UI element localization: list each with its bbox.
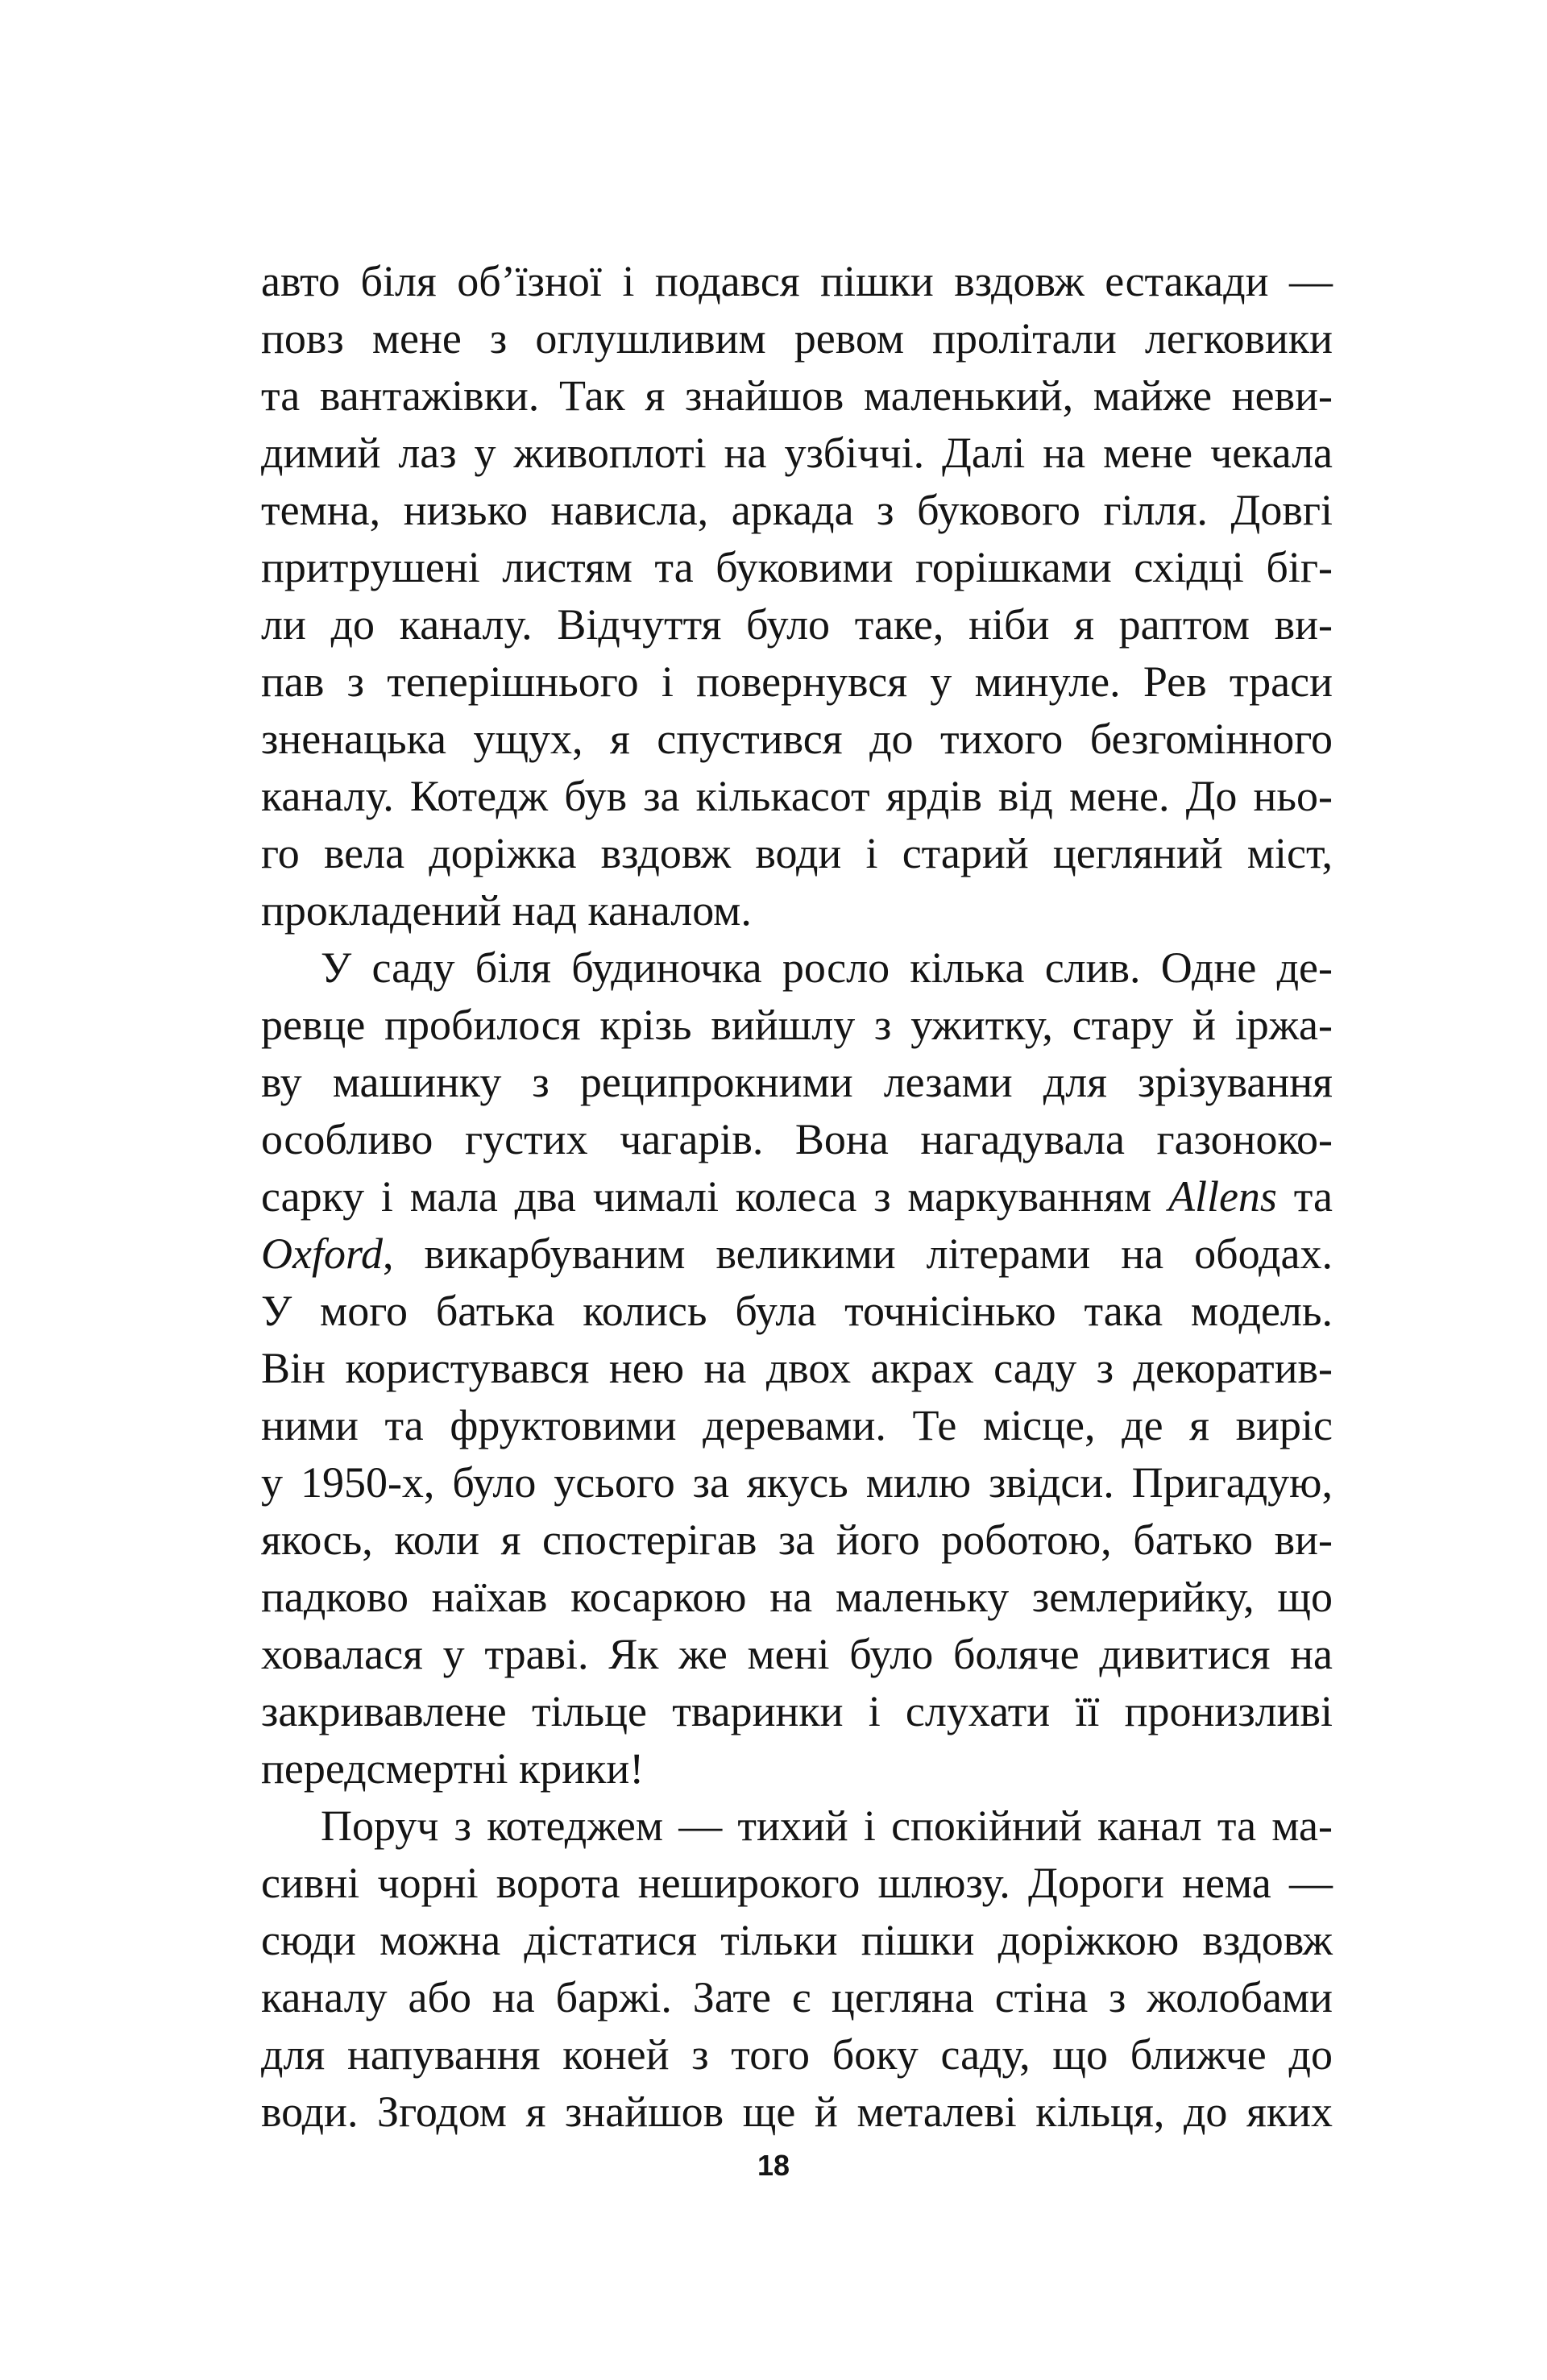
text-line: каналу або на баржі. Зате є цегляна стіна з жолобами: [261, 1973, 1333, 2021]
text-line: закривавлене тільце тваринки і слухати її пронизливі: [261, 1687, 1333, 1735]
text-line: особливо густих чагарів. Вона нагадувала газоноко-: [261, 1115, 1333, 1163]
text-line: го вела доріжка вздовж води і старий цегляний міст,: [261, 829, 1333, 877]
text-line: сивні чорні ворота неширокого шлюзу. Дороги нема —: [261, 1859, 1333, 1907]
body-text: [261, 253, 1333, 2141]
text-line: для напування коней з того боку саду, що ближче до: [261, 2030, 1333, 2079]
text-line: у 1950-х, було усього за якусь милю звідси. Пригадую,: [261, 1458, 1333, 1507]
text-line: притрушені листям та буковими горішками східці біг-: [261, 543, 1333, 591]
text-line: якось, коли я спостерігав за його роботою, батько ви-: [261, 1515, 1333, 1564]
paragraph-end-line: передсмертні крики!: [261, 1744, 645, 1793]
text-segment: сарку і мала два чималі колеса з маркуванням: [261, 1172, 1168, 1221]
italic-brand-name: Oxford: [261, 1229, 383, 1278]
text-line: ними та фруктовими деревами. Те місце, де я виріс: [261, 1401, 1333, 1449]
text-line: води. Згодом я знайшов ще й металеві кільця, до яких: [261, 2088, 1333, 2136]
text-line: сюди можна дістатися тільки пішки доріжкою вздовж: [261, 1916, 1333, 1964]
italic-brand-name: Allens: [1168, 1172, 1277, 1221]
text-line: ву машинку з реципрокними лезами для зрізування: [261, 1058, 1333, 1106]
text-segment: та: [1276, 1172, 1333, 1221]
text-line: та вантажівки. Так я знайшов маленький, майже неви-: [261, 371, 1333, 420]
paragraph-start-line: Поруч з котеджем — тихий і спокійний канал та ма-: [321, 1802, 1333, 1850]
text-line: повз мене з оглушливим ревом пролітали легковики: [261, 314, 1333, 363]
paragraph-end-line: прокладений над каналом.: [261, 886, 752, 935]
page-number: 18: [757, 2149, 790, 2182]
text-line: зненацька ущух, я спустився до тихого безгомінного: [261, 715, 1333, 763]
text-line: авто біля об’їзної і подався пішки вздовж естакади —: [261, 257, 1333, 305]
text-line: димий лаз у живоплоті на узбіччі. Далі на мене чекала: [261, 429, 1333, 477]
text-line: пав з теперішнього і повернувся у минуле. Рев траси: [261, 657, 1333, 706]
text-line: падково наїхав косаркою на маленьку землерийку, що: [261, 1573, 1333, 1621]
text-line-with-italic: [261, 1168, 1333, 1225]
text-line: ховалася у траві. Як же мені було боляче дивитися на: [261, 1630, 1333, 1678]
text-line: ли до каналу. Відчуття було таке, ніби я раптом ви-: [261, 600, 1333, 649]
text-segment: , викарбуваним великими літерами на ободах.: [382, 1229, 1333, 1278]
text-line: каналу. Котедж був за кількасот ярдів від мене. До ньо-: [261, 772, 1333, 820]
text-line: У мого батька колись була точнісінько така модель.: [261, 1287, 1333, 1335]
text-line: темна, низько нависла, аркада з букового гілля. Довгі: [261, 486, 1333, 534]
paragraph-start-line: У саду біля будиночка росло кілька слив. Одне де-: [321, 943, 1333, 992]
text-line: ревце пробилося крізь вийшлу з ужитку, стару й іржа-: [261, 1001, 1333, 1049]
text-line-with-italic: [261, 1225, 1333, 1283]
text-line: Він користувався нею на двох акрах саду з декоратив-: [261, 1344, 1333, 1392]
